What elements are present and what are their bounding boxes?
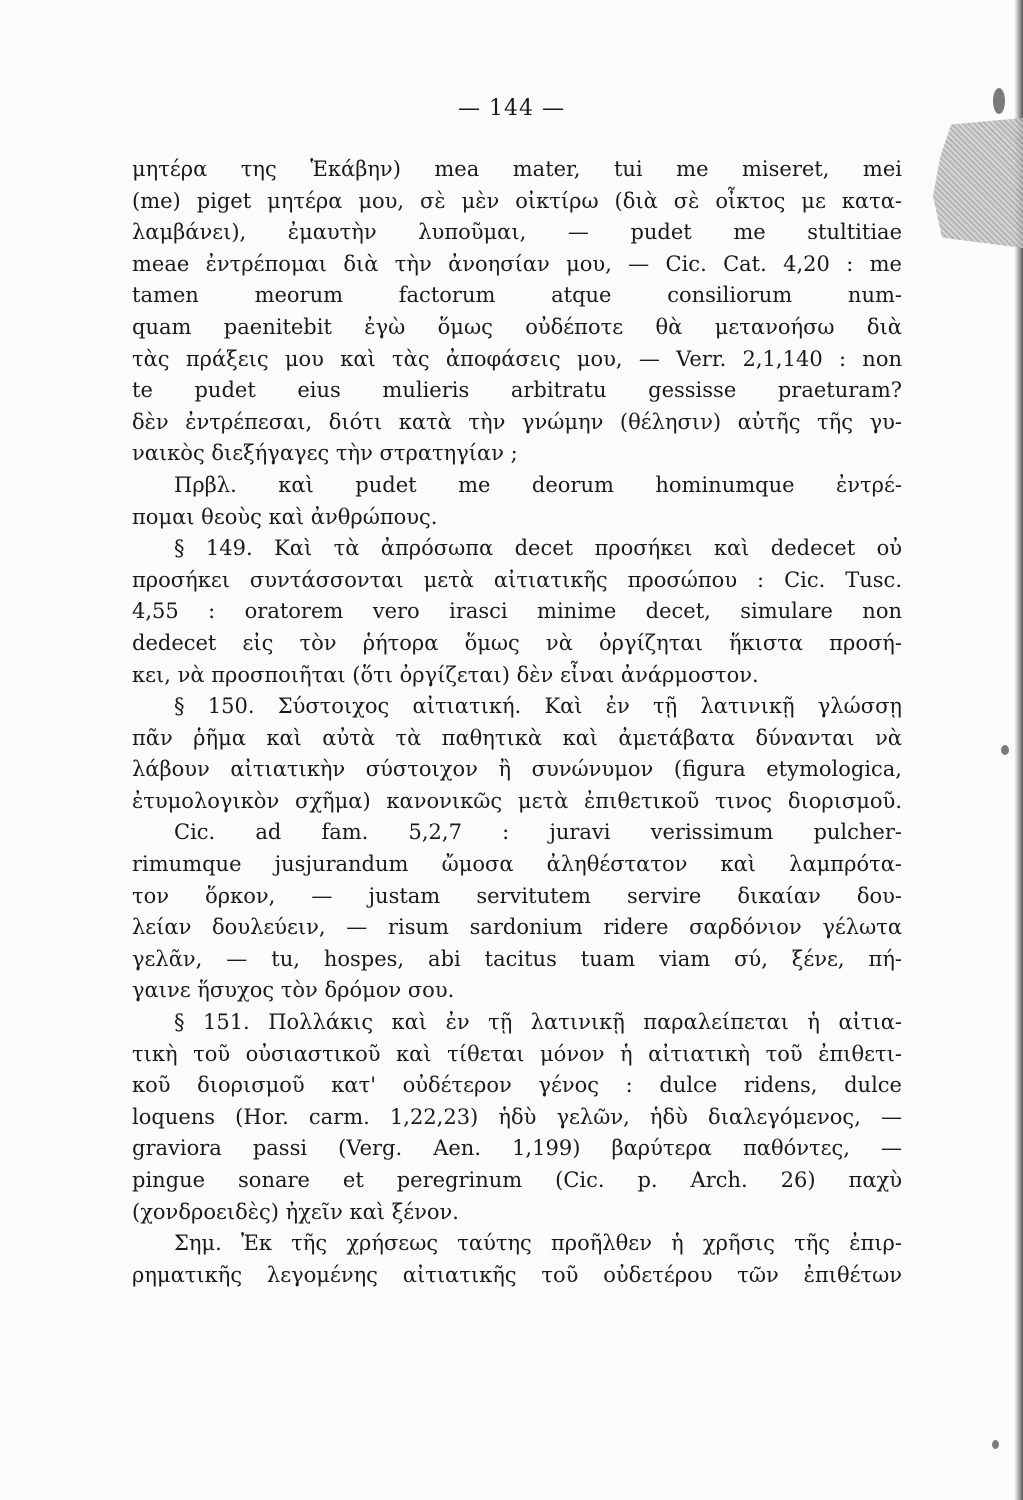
text-line: dedecet εἰς τὸν ῥήτορα ὅμως νὰ ὀργίζηται ἥκιστα προσή- [132, 630, 902, 655]
text-line: Cic. ad fam. 5,2,7 : juravi verissimum pulcher- [174, 820, 902, 845]
text-line: δὲν ἐντρέπεσαι, διότι κατὰ τὴν γνώμην (θέλησιν) αὐτῆς τῆς γυ- [132, 409, 902, 434]
text-line: Πρβλ. καὶ pudet me deorum hominumque ἐντρέ- [174, 472, 902, 497]
text-line: ρηματικῆς λεγομένης αἰτιατικῆς τοῦ οὐδετέρου τῶν ἐπιθέτων [132, 1262, 902, 1287]
text-line: (me) piget μητέρα μου, σὲ μὲν οἰκτίρω (διὰ σὲ οἶκτος με κατα- [132, 188, 902, 213]
text-line: te pudet eius mulieris arbitratu gessisse praeturam? [132, 378, 902, 403]
ink-smudge [992, 1440, 999, 1449]
text-line: loquens (Hor. carm. 1,22,23) ἡδὺ γελῶν, ἡδὺ διαλεγόμενος, — [132, 1104, 902, 1129]
section-151: § 151. Πολλάκις καὶ ἐν τῇ λατινικῇ παραλείπεται ἡ αἰτια- [174, 1010, 902, 1035]
tape-fragment [933, 118, 1023, 248]
text-line: κοῦ διορισμοῦ κατ' οὐδέτερον γένος : dulce ridens, dulce [132, 1073, 902, 1098]
section-149: § 149. Καὶ τὰ ἀπρόσωπα decet προσήκει καὶ dedecet οὐ [174, 536, 902, 561]
text-line: pingue sonare et peregrinum (Cic. p. Arch. 26) παχὺ [132, 1168, 902, 1192]
text-line: rimumque jusjurandum ὤμοσα ἀληθέστατον καὶ λαμπρότα- [132, 852, 902, 877]
text-line: τον ὅρκον, — justam servitutem servire δικαίαν δου- [132, 883, 902, 908]
text-line: tamen meorum factorum atque consiliorum num- [132, 283, 902, 308]
text-line: graviora passi (Verg. Aen. 1,199) βαρύτερα παθόντες, — [132, 1136, 902, 1161]
text-line: πομαι θεοὺς καὶ ἀνθρώπους. [132, 504, 438, 529]
text-line: (χονδροειδὲς) ἠχεῖν καὶ ξένον. [132, 1199, 459, 1224]
text-line: μητέρα της Ἑκάβην) mea mater, tui me miseret, mei [132, 157, 902, 181]
text-line: προσήκει συντάσσονται μετὰ αἰτιατικῆς προσώπου : Cic. Tusc. [132, 567, 902, 592]
text-line: ναικὸς διεξήγαγες τὴν στρατηγίαν ; [132, 441, 518, 466]
page-number: — 144 — [458, 96, 565, 121]
text-line: γελᾶν, — tu, hospes, abi tacitus tuam viam σύ, ξένε, πή- [132, 946, 902, 971]
text-line: λαμβάνει), ἐμαυτὴν λυποῦμαι, — pudet me stultitiae [132, 220, 902, 245]
text-line: quam paenitebit ἐγὼ ὅμως οὐδέποτε θὰ μετανοήσω διὰ [132, 314, 902, 339]
body-text [132, 154, 902, 1291]
text-line: meae ἐντρέπομαι διὰ τὴν ἀνοησίαν μου, — Cic. Cat. 4,20 : me [132, 251, 902, 276]
text-line: λάβουν αἰτιατικὴν σύστοιχον ἢ συνώνυμον (figura etymologica, [132, 757, 902, 782]
text-line: ἐτυμολογικὸν σχῆμα) κανονικῶς μετὰ ἐπιθετικοῦ τινος διορισμοῦ. [132, 788, 902, 813]
section-150: § 150. Σύστοιχος αἰτιατική. Καὶ ἐν τῇ λατινικῇ γλώσσῃ [174, 694, 902, 719]
text-line: πᾶν ῥῆμα καὶ αὐτὰ τὰ παθητικὰ καὶ ἀμετάβατα δύνανται νὰ [132, 725, 902, 750]
note-line: Σημ. Ἐκ τῆς χρήσεως ταύτης προῆλθεν ἡ χρῆσις τῆς ἐπιρ- [174, 1231, 902, 1256]
text-line: τὰς πράξεις μου καὶ τὰς ἀποφάσεις μου, — Verr. 2,1,140 : non [132, 346, 902, 371]
text-line: 4,55 : oratorem vero irasci minime decet, simulare non [132, 599, 902, 624]
text-line: κει, νὰ προσποιῆται (ὅτι ὀργίζεται) δὲν εἶναι ἀνάρμοστον. [132, 662, 759, 687]
ink-smudge [1001, 745, 1009, 755]
text-line: γαινε ἥσυχος τὸν δρόμον σου. [132, 978, 455, 1003]
text-line: λείαν δουλεύειν, — risum sardonium ridere σαρδόνιον γέλωτα [132, 915, 902, 940]
text-line: τικὴ τοῦ οὐσιαστικοῦ καὶ τίθεται μόνον ἡ αἰτιατικὴ τοῦ ἐπιθετι- [132, 1041, 902, 1066]
